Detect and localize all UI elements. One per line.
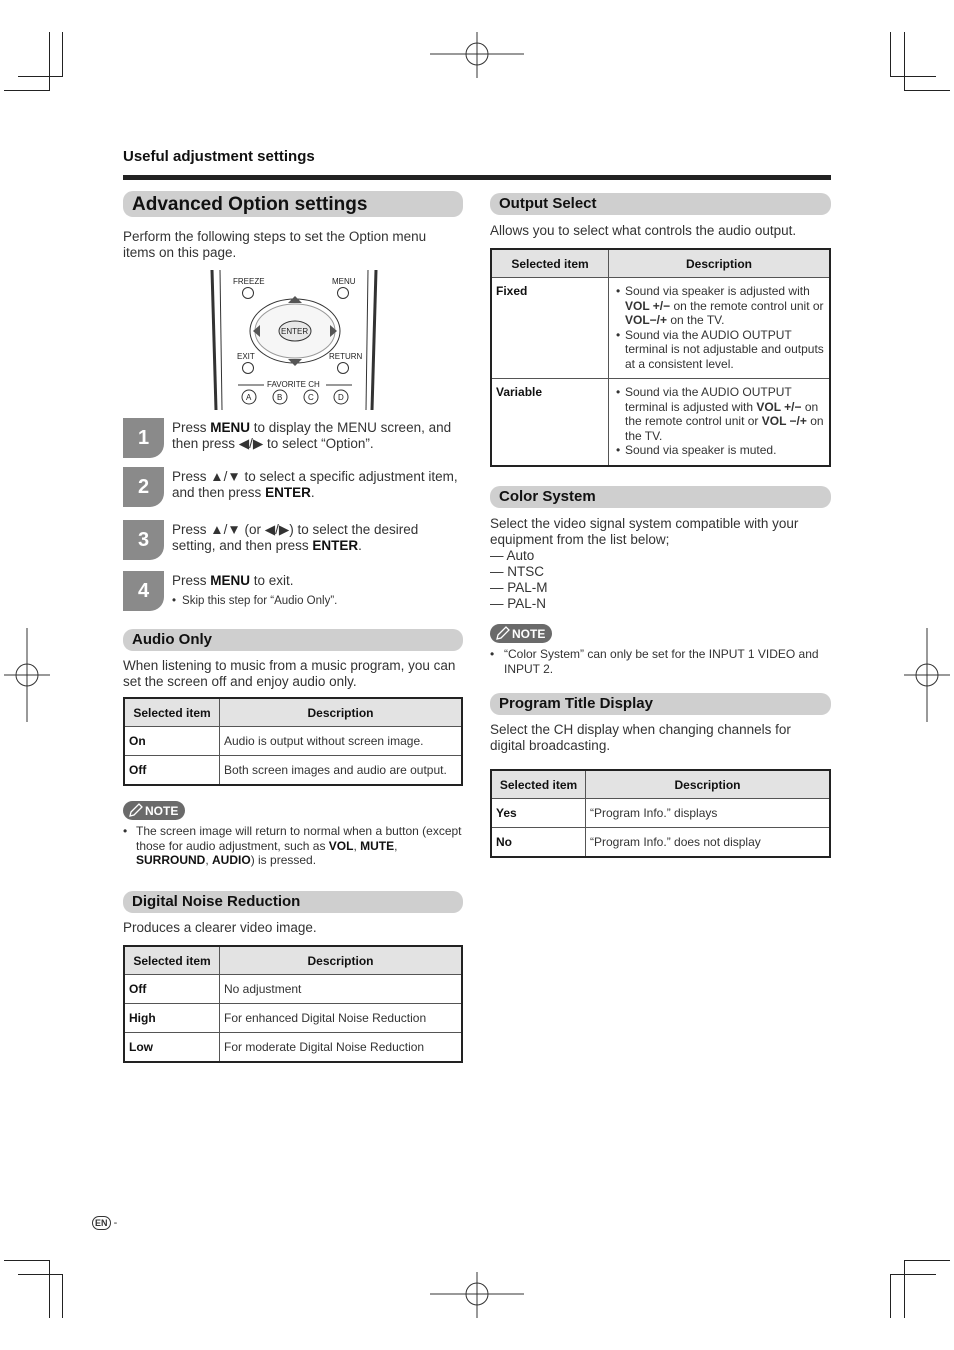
column-header: Description [586,770,831,799]
table-header-row [491,770,830,799]
step-text: Press MENU to exit. [172,573,294,588]
remote-illustration [208,270,380,412]
output-select-table [490,248,831,467]
return-label: RETURN [329,352,363,361]
table-row [124,975,462,1004]
svg-text:C: C [308,393,314,402]
registration-mark [430,1272,524,1318]
table-cell-desc: Both screen images and audio are output. [220,756,463,786]
freeze-label: FREEZE [233,277,265,286]
exit-button [243,363,254,374]
table-row [124,1033,462,1063]
dnr-text: Produces a clearer video image. [123,920,317,935]
dnr-heading: Digital Noise Reduction [123,891,463,913]
note-text: • “Color System” can only be set for the INPUT 1 VIDEO and INPUT 2. [490,647,819,676]
table-header-row [124,698,462,727]
column-header: Selected item [124,698,220,727]
svg-text:A: A [246,393,252,402]
audio-only-heading: Audio Only [123,629,463,651]
intro-text: Perform the following steps to set the Option menu items on this page. [123,229,427,260]
table-cell-item: Fixed [491,278,609,379]
section-heading: Useful adjustment settings [123,148,315,165]
language-mark [92,1216,117,1230]
registration-mark [430,32,524,78]
table-cell-item: Variable [491,379,609,467]
freeze-button [243,288,254,299]
table-cell-item: High [124,1004,220,1033]
table-cell-item: Yes [491,799,586,828]
program-title-table [490,769,831,858]
exit-label: EXIT [237,352,255,361]
svg-text:D: D [338,393,344,402]
note-badge: NOTE [490,624,552,643]
pencil-icon [492,624,512,643]
table-cell-item: On [124,727,220,756]
program-title-heading: Program Title Display [490,693,831,715]
list-item: — NTSC [490,564,544,579]
step-number: 3 [123,520,164,560]
list-item: — Auto [490,548,535,563]
output-select-heading: Output Select [490,193,831,215]
table-cell-desc: • Sound via speaker is adjusted with VOL +/− on the remote control unit or VOL−/+ on the TV. • Sound via the AUDIO OUTPUT terminal is not adjustable and outputs at a consistent level. [609,278,831,379]
table-header-row [491,249,830,278]
table-header-row [124,946,462,975]
table-cell-desc: No adjustment [220,975,463,1004]
step-number: 1 [123,418,164,458]
table-row [491,799,830,828]
column-header: Description [220,698,463,727]
table-cell-desc: “Program Info.” does not display [586,828,831,858]
menu-button [338,288,349,299]
pencil-icon [125,801,145,820]
table-row [124,1004,462,1033]
color-system-heading: Color System [490,486,831,508]
table-cell-item: Low [124,1033,220,1063]
column-header: Description [609,249,831,278]
svg-text:B: B [277,393,283,402]
step-sub-note: • Skip this step for “Audio Only”. [172,595,338,607]
list-item: — PAL-M [490,580,548,595]
table-row [491,278,830,379]
step-text: Press ▲/▼ to select a specific adjustment item, and then press ENTER. [172,469,458,500]
table-cell-desc: “Program Info.” displays [586,799,831,828]
en-badge: EN [92,1216,111,1230]
program-title-text: Select the CH display when changing channels for digital broadcasting. [490,722,791,753]
output-select-text: Allows you to select what controls the audio output. [490,223,797,238]
color-system-text: Select the video signal system compatible with your equipment from the list below; [490,516,799,547]
note-badge: NOTE [123,801,185,820]
table-cell-desc: • Sound via the AUDIO OUTPUT terminal is adjusted with VOL +/− on the remote control unit or VOL −/+ on the TV. • Sound via speaker is muted. [609,379,831,467]
table-cell-item: Off [124,756,220,786]
table-cell-desc: Audio is output without screen image. [220,727,463,756]
column-header: Selected item [124,946,220,975]
column-header: Description [220,946,463,975]
step-text: Press MENU to display the MENU screen, and then press ◀/▶ to select “Option”. [172,420,452,451]
audio-only-text: When listening to music from a music program, you can set the screen off and enjoy audio only. [123,658,456,689]
page-title: Advanced Option settings [123,191,463,217]
menu-label: MENU [332,277,356,286]
registration-mark [904,628,950,722]
table-row [124,756,462,786]
table-cell-item: Off [124,975,220,1004]
page-dash: - [113,1217,118,1229]
column-header: Selected item [491,249,609,278]
return-button [338,363,349,374]
step-number: 4 [123,571,164,611]
dnr-table [123,945,463,1063]
svg-text:ENTER: ENTER [281,327,309,336]
list-item: — PAL-N [490,596,547,611]
step-number: 2 [123,467,164,507]
table-row [491,379,830,467]
table-cell-desc: For enhanced Digital Noise Reduction [220,1004,463,1033]
table-row [491,828,830,858]
color-system-options [490,548,548,612]
column-header: Selected item [491,770,586,799]
table-cell-desc: For moderate Digital Noise Reduction [220,1033,463,1063]
header-rule [123,175,831,180]
registration-mark [4,628,50,722]
step-text: Press ▲/▼ (or ◀/▶) to select the desired setting, and then press ENTER. [172,522,419,553]
table-row [124,727,462,756]
audio-only-table [123,697,463,786]
favorite-label: FAVORITE CH [267,380,320,389]
note-text: • The screen image will return to normal when a button (except those for audio adjustment, such as VOL, MUTE, SURROUND, AUDIO) is pressed. [123,824,462,867]
table-cell-item: No [491,828,586,858]
